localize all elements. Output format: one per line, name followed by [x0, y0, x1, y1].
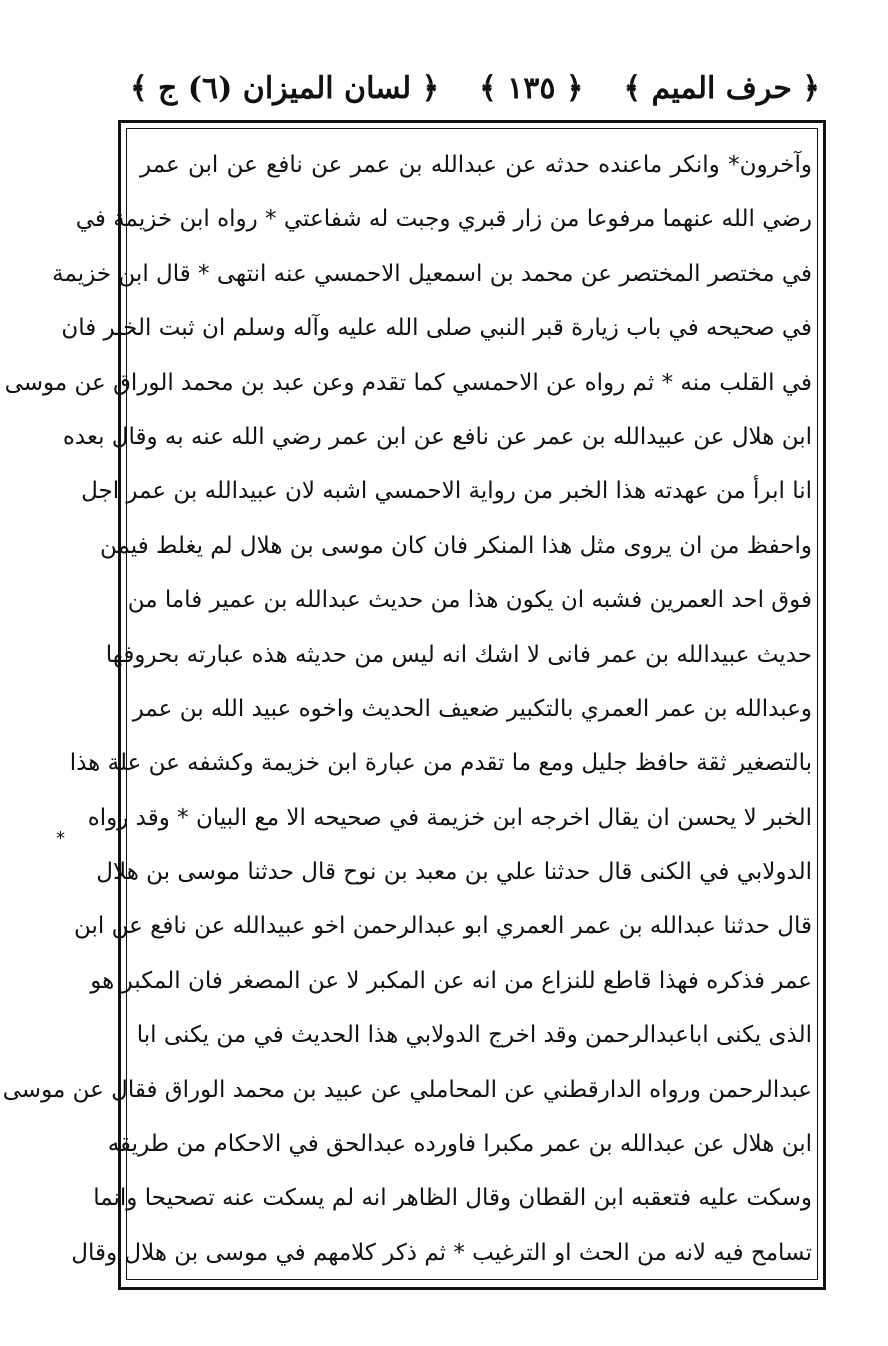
text-line: وسكت عليه فتعقبه ابن القطان وقال الظاهر انه لم يسكت عنه تصحيحا وانما: [93, 1185, 812, 1212]
text-line: تسامح فيه لانه من الحث او الترغيب * ثم ذكر كلامهم في موسى بن هلال وقال: [71, 1239, 812, 1266]
text-line: الذى يكنى اباعبدالرحمن وقد اخرج الدولابي هذا الحديث في من يكنى ابا: [136, 1022, 812, 1049]
margin-asterisk: *: [56, 828, 65, 849]
page-number: ﴿ ١٣٥ ﴾: [479, 70, 584, 106]
text-line: بالتصغير ثقة حافظ جليل ومع ما تقدم من عبارة ابن خزيمة وكشفه عن علة هذا: [69, 750, 812, 777]
text-line: قال حدثنا عبدالله بن عمر العمري ابو عبدالرحمن اخو عبيدالله عن نافع عن ابن: [73, 913, 812, 940]
text-line: الخبر لا يحسن ان يقال اخرجه ابن خزيمة في صحيحه الا مع البيان * وقد رواه: [87, 804, 812, 831]
text-line: عمر فذكره فهذا قاطع للنزاع من انه عن المكبر لا عن المصغر فان المكبر هو: [90, 967, 812, 994]
page-header: [130, 58, 820, 118]
text-line: واحفظ من ان يروى مثل هذا المنكر فان كان موسى بن هلال لم يغلط فيمن: [99, 532, 812, 559]
text-line: وعبدالله بن عمر العمري بالتكبير ضعيف الحديث واخوه عبيد الله بن عمر: [132, 695, 812, 722]
text-line: في مختصر المختصر عن محمد بن اسمعيل الاحمسي عنه انتهى * قال ابن خزيمة: [52, 260, 812, 287]
text-line: في القلب منه * ثم رواه عن الاحمسي كما تقدم وعن عبد بن محمد الوراق عن موسى: [4, 369, 812, 396]
text-line: انا ابرأ من عهدته هذا الخبر من رواية الاحمسي اشبه لان عبيدالله بن عمر اجل: [81, 478, 812, 505]
text-line: رضي الله عنهما مرفوعا من زار قبري وجبت له شفاعتي * رواه ابن خزيمة في: [75, 206, 812, 233]
text-line: ابن هلال عن عبيدالله بن عمر عن نافع عن ابن عمر رضي الله عنه به وقال بعده: [62, 423, 812, 450]
text-line: الدولابي في الكنى قال حدثنا علي بن معبد بن نوح قال حدثنا موسى بن هلال: [96, 859, 812, 886]
text-line: ابن هلال عن عبدالله بن عمر مكبرا فاورده عبدالحق في الاحكام من طريقه: [107, 1131, 812, 1158]
section-title: ﴿ حرف الميم ﴾: [623, 70, 820, 106]
book-title: ﴿ لسان الميزان (٦) ج ﴾: [130, 70, 440, 106]
text-line: فوق احد العمرين فشبه ان يكون هذا من حديث عبدالله بن عمير فاما من: [127, 587, 812, 614]
text-line: في صحيحه في باب زيارة قبر النبي صلى الله عليه وآله وسلم ان ثبت الخبر فان: [61, 315, 812, 342]
text-line: وآخرون* وانكر ماعنده حدثه عن عبدالله بن عمر عن نافع عن ابن عمر: [140, 152, 812, 178]
text-line: عبدالرحمن ورواه الدارقطني عن المحاملي عن عبيد بن محمد الوراق فقال عن موسى: [2, 1076, 812, 1103]
text-line: حديث عبيدالله بن عمر فانى لا اشك انه ليس من حديثه هذه عبارته بحروفها: [105, 641, 812, 668]
body-text: [2, 138, 812, 1280]
